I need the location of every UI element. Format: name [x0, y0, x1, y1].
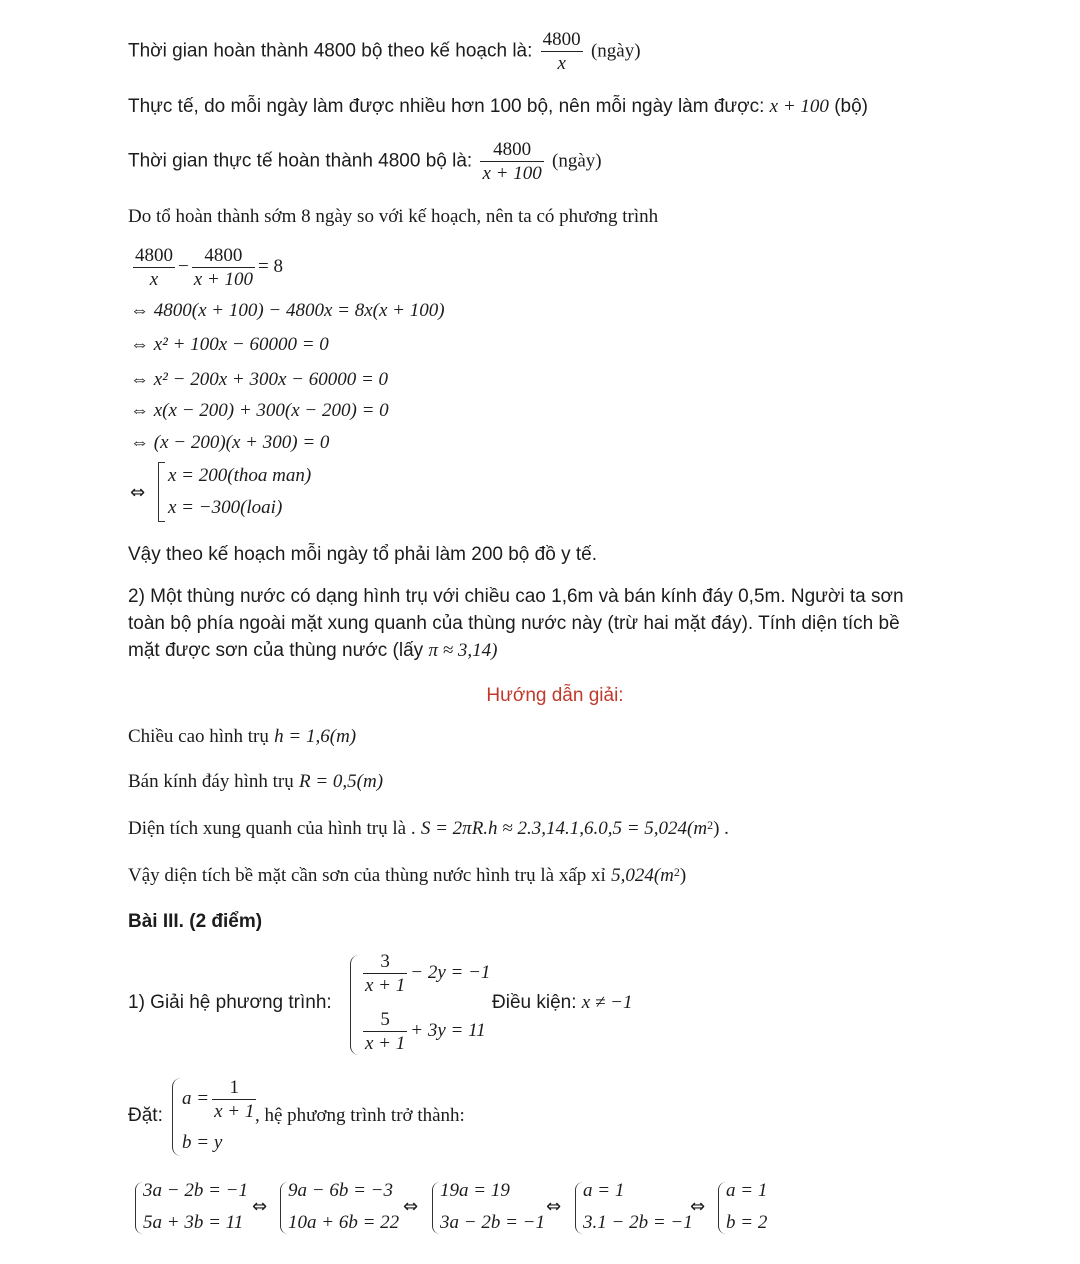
sys1-condition: Điều kiện: x ≠ −1 — [492, 992, 633, 1013]
step-2: ⇔ x² + 100x − 60000 = 0 — [130, 334, 329, 355]
line-actual-time — [128, 138, 602, 185]
chain-4-row2: 3.1 − 2b = −1 — [583, 1212, 693, 1233]
chain-3-row2: 3a − 2b = −1 — [440, 1212, 545, 1233]
actual-time-text: Thời gian thực tế hoàn thành 4800 bộ là: — [128, 150, 473, 172]
sol-radius: Bán kính đáy hình trụ R = 0,5(m) — [128, 771, 384, 792]
chain-brace-2 — [280, 1182, 288, 1234]
chain-2-row1: 9a − 6b = −3 — [288, 1180, 393, 1201]
dat-tail: , hệ phương trình trở thành: — [255, 1105, 465, 1126]
dat-a: a = $\frac{1}{x + 1}$ — [182, 1077, 255, 1122]
chain-5-row1: a = 1 — [726, 1180, 768, 1201]
chain-1-row2: 5a + 3b = 11 — [143, 1212, 244, 1233]
section-bai3: Bài III. (2 điểm) — [128, 911, 263, 932]
line-equation-intro: Do tổ hoàn thành sớm 8 ngày so với kế hoạch, nên ta có phương trình — [128, 206, 659, 227]
plan-time-text: Thời gian hoàn thành 4800 bộ theo kế hoạch là: — [128, 40, 533, 62]
problem2-line2: toàn bộ phía ngoài mặt xung quanh của thùng nước này (trừ hai mặt đáy). Tính diện tích bề — [128, 613, 900, 634]
chain-arrow-1: ⇔ — [252, 1196, 268, 1217]
case-accept: x = 200(thoa man) — [168, 465, 312, 486]
step-4: ⇔ x(x − 200) + 300(x − 200) = 0 — [130, 400, 389, 421]
step-3: ⇔ x² − 200x + 300x − 60000 = 0 — [130, 369, 389, 390]
chain-brace-5 — [718, 1182, 726, 1234]
conclusion-plan: Vậy theo kế hoạch mỗi ngày tổ phải làm 200 bộ đồ y tế. — [128, 544, 597, 565]
chain-brace-1 — [135, 1182, 143, 1234]
plan-time-fraction: $\frac{4800}{x}$ — [542, 29, 581, 74]
sys1-row2: $\frac{5}{x + 1}$ + 3y = 11 — [365, 1009, 486, 1054]
problem2-line3: mặt được sơn của thùng nước (lấy π ≈ 3,14) — [128, 640, 498, 661]
dat-label: Đặt: — [128, 1105, 163, 1126]
step-1: ⇔ 4800(x + 100) − 4800x = 8x(x + 100) — [130, 300, 445, 321]
main-equation: $\frac{4800}{x}$ − $\frac{4800}{x + 100}$ = 8 — [135, 245, 283, 290]
chain-3-row1: 19a = 19 — [440, 1180, 510, 1201]
line-actual-rate — [128, 95, 868, 119]
chain-arrow-4: ⇔ — [690, 1196, 706, 1217]
line-plan-time — [128, 28, 641, 75]
chain-arrow-2: ⇔ — [403, 1196, 419, 1217]
actual-time-unit: (ngày) — [552, 150, 602, 172]
chain-1-row1: 3a − 2b = −1 — [143, 1180, 248, 1201]
problem2-line1: 2) Một thùng nước có dạng hình trụ với chiều cao 1,6m và bán kính đáy 0,5m. Người ta sơn — [128, 586, 904, 607]
chain-arrow-3: ⇔ — [546, 1196, 562, 1217]
actual-time-fraction: $\frac{4800}{x + 100}$ — [482, 139, 542, 184]
dat-b: b = y — [182, 1132, 223, 1153]
sol-conclusion: Vậy diện tích bề mặt cần sơn của thùng nước hình trụ là xấp xỉ $5,024(m^2)$ — [128, 865, 687, 886]
chain-2-row2: 10a + 6b = 22 — [288, 1212, 400, 1233]
cases-arrow: ⇔ — [130, 482, 146, 503]
sol-height: Chiều cao hình trụ h = 1,6(m) — [128, 726, 357, 747]
guide-title: Hướng dẫn giải: — [486, 685, 624, 706]
actual-rate-text: Thực tế, do mỗi ngày làm được nhiều hơn 100 bộ, nên mỗi ngày làm được: — [128, 96, 765, 117]
sys1-label: 1) Giải hệ phương trình: — [128, 992, 332, 1013]
sol-area: Diện tích xung quanh của hình trụ là . $S = 2\pi R.h \approx 2.3,14.1,6.0,5 = 5,024(m^2)$ . — [128, 818, 729, 839]
chain-brace-4 — [575, 1182, 583, 1234]
chain-brace-3 — [432, 1182, 440, 1234]
chain-5-row2: b = 2 — [726, 1212, 768, 1233]
plan-time-unit: (ngày) — [590, 40, 641, 62]
actual-rate-expr: x + 100 — [769, 96, 829, 117]
dat-brace — [172, 1078, 181, 1156]
case-reject: x = −300(loai) — [168, 497, 283, 518]
sys1-row1: $\frac{3}{x + 1}$ − 2y = −1 — [365, 951, 491, 996]
chain-4-row1: a = 1 — [583, 1180, 625, 1201]
sys1-brace — [350, 955, 359, 1055]
actual-rate-unit: (bộ) — [834, 96, 868, 117]
step-5: ⇔ (x − 200)(x + 300) = 0 — [130, 432, 330, 453]
cases-bracket — [158, 462, 165, 522]
